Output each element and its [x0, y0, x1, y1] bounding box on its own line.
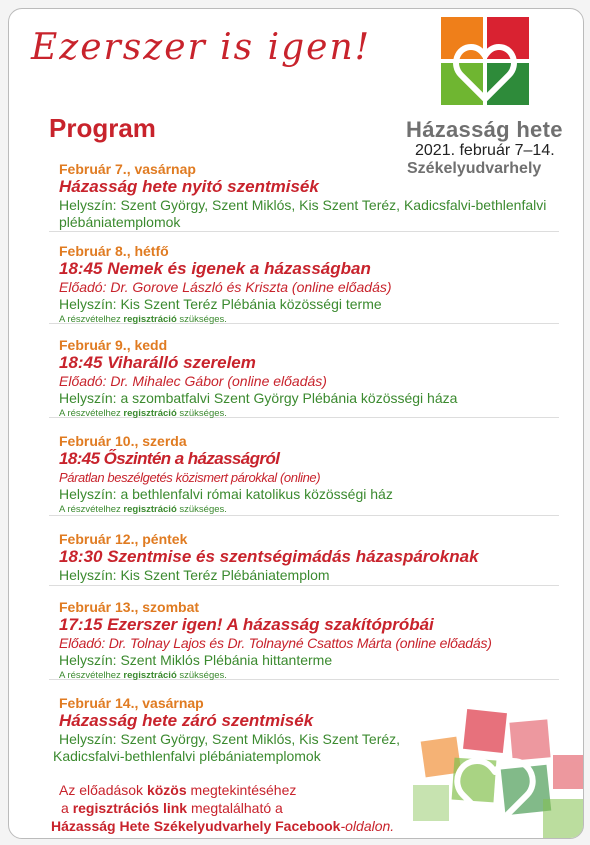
event-title: 18:45 Nemek és igenek a házasságban: [59, 259, 371, 278]
event-day: Február 8., hétfő: [59, 243, 169, 259]
event-presenter: Előadó: Dr. Gorove László és Kriszta (online előadás): [59, 279, 392, 295]
program-heading: Program: [49, 113, 156, 143]
poster-page: [8, 8, 584, 839]
week-dates: 2021. február 7–14.: [415, 142, 555, 159]
event-place: Helyszín: Szent Miklós Plébánia hittanterme: [59, 652, 333, 668]
event-item: [59, 433, 393, 516]
decorative-heart-tiles: [403, 699, 583, 839]
event-day: Február 14., vasárnap: [59, 695, 204, 711]
event-presenter: Előadó: Dr. Mihalec Gábor (online előadás): [59, 373, 327, 389]
event-day: Február 7., vasárnap: [59, 161, 196, 177]
event-item: [53, 695, 401, 765]
registration-note: A részvételhez regisztráció szükséges.: [59, 670, 227, 681]
event-title: 18:45 Őszintén a házasságról: [59, 449, 280, 468]
registration-note: A részvételhez regisztráció szükséges.: [59, 408, 227, 419]
week-city: Székelyudvarhely: [407, 160, 542, 177]
hazassag-hete-logo: [441, 17, 531, 109]
footer-line: a regisztrációs link megtalálható a: [61, 800, 283, 816]
event-title: 18:30 Szentmise és szentségimádás házaspároknak: [59, 547, 479, 566]
event-day: Február 12., péntek: [59, 531, 188, 547]
event-presenter: Előadó: Dr. Tolnay Lajos és Dr. Tolnayné Csattos Márta (online előadás): [59, 635, 492, 651]
event-place: Helyszín: Szent György, Szent Miklós, Kis Szent Teréz,: [59, 731, 401, 747]
divider: [49, 585, 559, 586]
event-title: 17:15 Ezerszer igen! A házasság szakítópróbái: [59, 615, 434, 634]
event-place: Helyszín: a szombatfalvi Szent György Plébánia közösségi háza: [59, 390, 458, 406]
event-item: [59, 531, 479, 584]
event-item: [59, 599, 492, 682]
event-item: [59, 337, 457, 420]
week-title: Házasság hete: [406, 117, 563, 142]
script-title: Ezerszer is igen!: [31, 27, 372, 68]
footer-note: [51, 781, 395, 835]
footer-line: Az előadások közös megtekintéséhez: [59, 782, 297, 798]
event-title: 18:45 Viharálló szerelem: [59, 353, 256, 372]
event-place-continued: Kadicsfalvi-bethlenfalvi plébániatemplomok: [53, 748, 321, 764]
event-day: Február 9., kedd: [59, 337, 168, 353]
event-place: Helyszín: a bethlenfalvi római katolikus közösségi ház: [59, 486, 393, 502]
event-title: Házasság hete nyitó szentmisék: [59, 177, 319, 196]
event-item: [59, 243, 392, 326]
event-place: Helyszín: Kis Szent Teréz Plébánia közösségi terme: [59, 296, 382, 312]
divider: [49, 231, 559, 232]
event-place: Helyszín: Kis Szent Teréz Plébániatemplom: [59, 567, 330, 583]
event-day: Február 13., szombat: [59, 599, 200, 615]
registration-note: A részvételhez regisztráció szükséges.: [59, 504, 227, 515]
event-presenter: Páratlan beszélgetés közismert párokkal (online): [59, 470, 321, 485]
registration-note: A részvételhez regisztráció szükséges.: [59, 314, 227, 325]
footer-line: Házasság Hete Székelyudvarhely Facebook-oldalon.: [51, 818, 395, 834]
event-item: [59, 161, 569, 231]
event-place: Helyszín: Szent György, Szent Miklós, Kis Szent Teréz, Kadicsfalvi-bethlenfalvi plébániatemplomok: [59, 197, 547, 230]
event-day: Február 10., szerda: [59, 433, 187, 449]
event-title: Házasság hete záró szentmisék: [59, 711, 314, 730]
